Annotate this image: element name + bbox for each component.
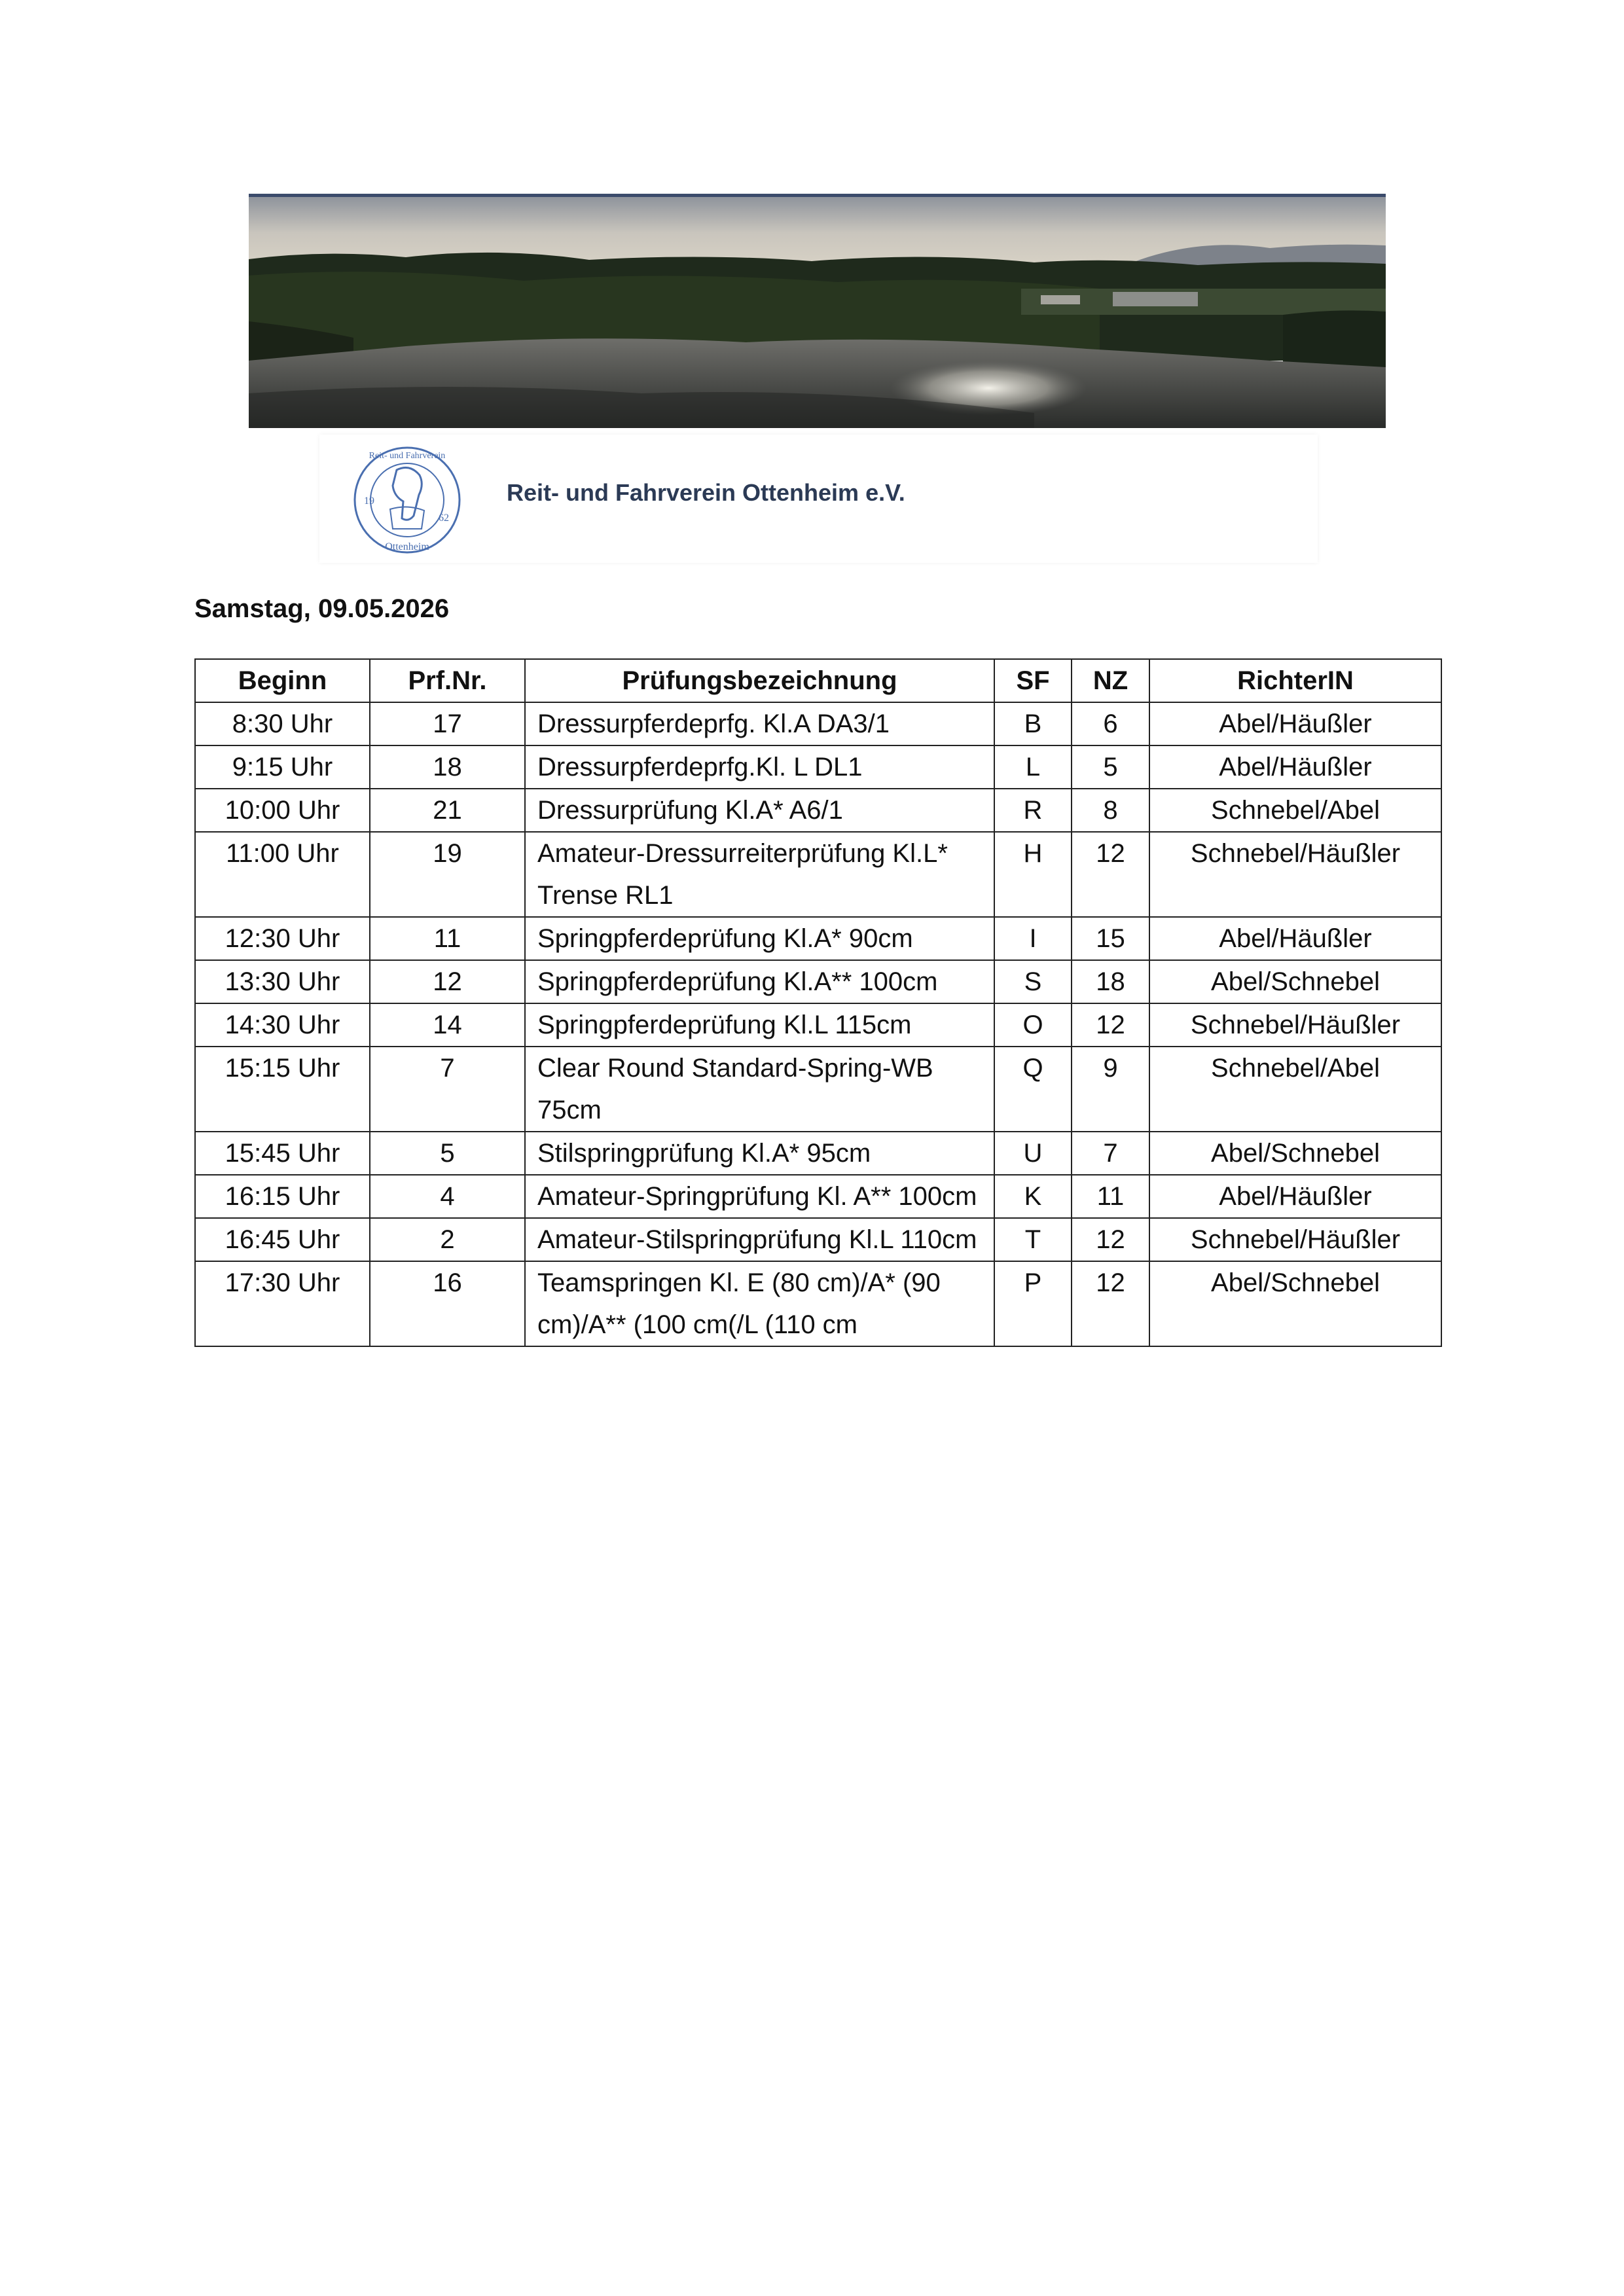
cell-nz: 15: [1072, 917, 1149, 960]
header-banner-image: [249, 194, 1386, 428]
cell-sf: B: [994, 702, 1072, 745]
cell-bezeichnung: Amateur-Stilspringprüfung Kl.L 110cm: [525, 1218, 994, 1261]
cell-nz: 12: [1072, 832, 1149, 917]
cell-sf: S: [994, 960, 1072, 1003]
table-row: [195, 702, 1441, 745]
club-logo: [351, 444, 463, 556]
cell-nz: 6: [1072, 702, 1149, 745]
cell-nz: 11: [1072, 1175, 1149, 1218]
cell-richter: Abel/Häußler: [1149, 1175, 1441, 1218]
cell-prfnr: 18: [370, 745, 525, 789]
table-row: [195, 917, 1441, 960]
cell-bezeichnung: Clear Round Standard-Spring-WB 75cm: [525, 1047, 994, 1132]
cell-sf: U: [994, 1132, 1072, 1175]
cell-sf: L: [994, 745, 1072, 789]
cell-beginn: 16:15 Uhr: [195, 1175, 370, 1218]
cell-nz: 12: [1072, 1261, 1149, 1346]
cell-bezeichnung: Springpferdeprüfung Kl.A* 90cm: [525, 917, 994, 960]
svg-text:Reit- und Fahrverein: Reit- und Fahrverein: [369, 451, 446, 461]
cell-beginn: 14:30 Uhr: [195, 1003, 370, 1047]
table-row: [195, 1175, 1441, 1218]
column-header-prfnr: Prf.Nr.: [370, 659, 525, 702]
cell-sf: P: [994, 1261, 1072, 1346]
table-row: [195, 1047, 1441, 1132]
cell-richter: Schnebel/Häußler: [1149, 1003, 1441, 1047]
cell-richter: Schnebel/Abel: [1149, 1047, 1441, 1132]
table-row: [195, 1218, 1441, 1261]
cell-bezeichnung: Stilspringprüfung Kl.A* 95cm: [525, 1132, 994, 1175]
cell-beginn: 10:00 Uhr: [195, 789, 370, 832]
cell-bezeichnung: Teamspringen Kl. E (80 cm)/A* (90 cm)/A** (100 cm(/L (110 cm: [525, 1261, 994, 1346]
column-header-nz: NZ: [1072, 659, 1149, 702]
cell-bezeichnung: Springpferdeprüfung Kl.A** 100cm: [525, 960, 994, 1003]
cell-prfnr: 17: [370, 702, 525, 745]
cell-sf: H: [994, 832, 1072, 917]
table-row: [195, 1261, 1441, 1346]
cell-richter: Abel/Häußler: [1149, 917, 1441, 960]
svg-text:62: 62: [439, 512, 449, 524]
cell-richter: Schnebel/Häußler: [1149, 1218, 1441, 1261]
cell-prfnr: 14: [370, 1003, 525, 1047]
cell-richter: Abel/Schnebel: [1149, 1261, 1441, 1346]
table-row: [195, 1003, 1441, 1047]
cell-prfnr: 19: [370, 832, 525, 917]
cell-prfnr: 5: [370, 1132, 525, 1175]
cell-richter: Abel/Schnebel: [1149, 960, 1441, 1003]
cell-nz: 18: [1072, 960, 1149, 1003]
cell-beginn: 8:30 Uhr: [195, 702, 370, 745]
schedule-table: [194, 658, 1442, 1347]
cell-prfnr: 12: [370, 960, 525, 1003]
cell-nz: 8: [1072, 789, 1149, 832]
cell-beginn: 12:30 Uhr: [195, 917, 370, 960]
column-header-richter: RichterIN: [1149, 659, 1441, 702]
cell-sf: K: [994, 1175, 1072, 1218]
cell-beginn: 15:45 Uhr: [195, 1132, 370, 1175]
cell-nz: 5: [1072, 745, 1149, 789]
cell-sf: O: [994, 1003, 1072, 1047]
cell-nz: 7: [1072, 1132, 1149, 1175]
cell-sf: T: [994, 1218, 1072, 1261]
cell-nz: 9: [1072, 1047, 1149, 1132]
column-header-sf: SF: [994, 659, 1072, 702]
cell-richter: Abel/Häußler: [1149, 745, 1441, 789]
horse-emblem-icon: [351, 444, 463, 556]
cell-prfnr: 2: [370, 1218, 525, 1261]
cell-bezeichnung: Amateur-Dressurreiterprüfung Kl.L* Trense RL1: [525, 832, 994, 917]
cell-prfnr: 16: [370, 1261, 525, 1346]
cell-richter: Abel/Häußler: [1149, 702, 1441, 745]
column-header-bezeichnung: Prüfungsbezeichnung: [525, 659, 994, 702]
cell-bezeichnung: Dressurpferdeprfg. Kl.A DA3/1: [525, 702, 994, 745]
column-header-beginn: Beginn: [195, 659, 370, 702]
cell-beginn: 16:45 Uhr: [195, 1218, 370, 1261]
cell-richter: Schnebel/Häußler: [1149, 832, 1441, 917]
cell-nz: 12: [1072, 1003, 1149, 1047]
cell-sf: I: [994, 917, 1072, 960]
table-row: [195, 960, 1441, 1003]
table-row: [195, 1132, 1441, 1175]
cell-bezeichnung: Dressurprüfung Kl.A* A6/1: [525, 789, 994, 832]
cell-sf: R: [994, 789, 1072, 832]
cell-beginn: 17:30 Uhr: [195, 1261, 370, 1346]
cell-bezeichnung: Dressurpferdeprfg.Kl. L DL1: [525, 745, 994, 789]
cell-beginn: 9:15 Uhr: [195, 745, 370, 789]
cell-beginn: 13:30 Uhr: [195, 960, 370, 1003]
cell-richter: Schnebel/Abel: [1149, 789, 1441, 832]
svg-text:Ottenheim: Ottenheim: [385, 541, 429, 552]
table-header-row: [195, 659, 1441, 702]
cell-prfnr: 21: [370, 789, 525, 832]
svg-text:19: 19: [364, 495, 374, 507]
cell-prfnr: 4: [370, 1175, 525, 1218]
table-row: [195, 789, 1441, 832]
club-name: Reit- und Fahrverein Ottenheim e.V.: [507, 479, 905, 506]
cell-beginn: 15:15 Uhr: [195, 1047, 370, 1132]
cell-bezeichnung: Springpferdeprüfung Kl.L 115cm: [525, 1003, 994, 1047]
cell-nz: 12: [1072, 1218, 1149, 1261]
club-header-bar: [319, 435, 1318, 563]
table-row: [195, 832, 1441, 917]
cell-bezeichnung: Amateur-Springprüfung Kl. A** 100cm: [525, 1175, 994, 1218]
cell-richter: Abel/Schnebel: [1149, 1132, 1441, 1175]
table-row: [195, 745, 1441, 789]
cell-beginn: 11:00 Uhr: [195, 832, 370, 917]
cell-prfnr: 11: [370, 917, 525, 960]
cell-prfnr: 7: [370, 1047, 525, 1132]
lake-landscape-image: [249, 197, 1386, 428]
cell-sf: Q: [994, 1047, 1072, 1132]
day-heading: Samstag, 09.05.2026: [194, 594, 450, 623]
